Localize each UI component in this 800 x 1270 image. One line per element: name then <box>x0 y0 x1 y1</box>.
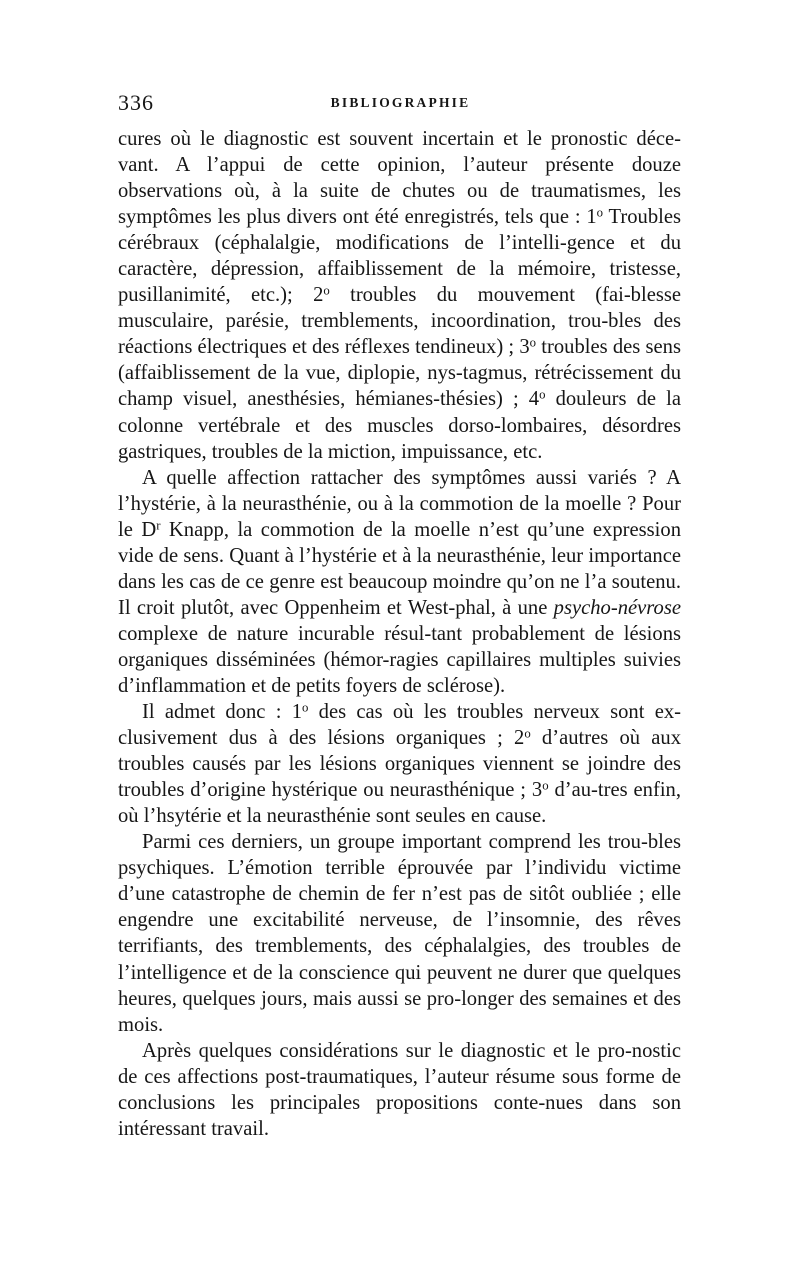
text-segment: Il admet donc : 1 <box>142 701 302 724</box>
ordinal-superscript: o <box>539 388 546 403</box>
text-segment: d’au-tres enfin, où l’hsytérie et la neurasthénie sont seules en cause. <box>118 779 681 828</box>
text-segment: Troubles cérébraux (céphalalgie, modifications de l’intelli-gence et du caractère, dépression, affaiblissement de la mémoire, tristesse, pusillanimité, etc.); 2 <box>118 206 681 307</box>
ordinal-superscript: o <box>596 205 604 220</box>
paragraph-3 <box>118 699 681 829</box>
running-title: BIBLIOGRAPHIE <box>330 95 471 110</box>
ordinal-superscript: o <box>302 700 309 715</box>
paragraph-1 <box>118 126 681 465</box>
text-segment: douleurs de la colonne vertébrale et des muscles dorso-lombaires, désordres gastriques, troubles de la miction, impuissance, etc. <box>118 388 681 463</box>
text-segment: troubles des sens (affaiblissement de la vue, diplopie, nys-tagmus, rétrécissement du champ visuel, anesthésies, hémianes-thésies) ; 4 <box>118 336 681 411</box>
ordinal-superscript: o <box>323 283 330 298</box>
title-superscript: r <box>156 518 161 533</box>
text-segment: complexe de nature incurable résul-tant probablement de lésions organiques disséminées (hémor-ragies capillaires multiples suivies d’inflammation et de petits foyers de sclérose). <box>118 622 681 697</box>
text-segment: d’autres où aux troubles causés par les lésions organiques viennent se joindre des troubles d’origine hystérique ou neurasthénique ; 3 <box>118 727 681 802</box>
ordinal-superscript: o <box>529 336 537 350</box>
text-segment: troubles du mouvement (fai-blesse musculaire, parésie, tremblements, incoordination, trou-bles des réactions électriques et des réflexes tendineux) ; 3 <box>118 284 681 359</box>
ordinal-superscript: o <box>542 778 549 793</box>
text-segment: des cas où les troubles nerveux sont ex-clusivement dus à des lésions organiques ; 2 <box>118 701 681 750</box>
body-text <box>118 126 681 1142</box>
paragraph-5 <box>118 1038 681 1142</box>
italic-term: psycho-névrose <box>553 596 681 619</box>
page-header <box>118 90 683 120</box>
text-segment: Parmi ces derniers, un groupe important comprend les trou-bles psychiques. L’émotion terrible éprouvée par l’individu victime d’une catastrophe de chemin de fer n’est pas de sitôt oubliée ; elle engendre une excitabilité nerveuse, de l’insomnie, des rêves terrifiants, des tremblements, des céphalalgies, des troubles de l’intelligence et de la conscience qui peuvent ne durer que quelques heures, quelques jours, mais aussi se pro-longer des semaines et des mois. <box>118 831 681 1036</box>
text-segment: A quelle affection rattacher des symptômes aussi variés ? A l’hystérie, à la neurasthénie, ou à la commotion de la moelle ? Pour le D <box>118 466 681 541</box>
text-segment: Après quelques considérations sur le diagnostic et le pro-nostic de ces affections post-traumatiques, l’auteur résume sous forme de conclusions les principales propositions conte-nues dans son intéressant travail. <box>118 1039 681 1140</box>
paragraph-2 <box>118 465 681 699</box>
text-segment: cures où le diagnostic est souvent incertain et le pronostic déce-vant. A l’appui de cette opinion, l’auteur présente douze observations où, à la suite de chutes ou de traumatismes, les symptômes les plus divers ont été enregistrés, tels que : 1 <box>118 128 681 229</box>
paragraph-4 <box>118 829 681 1037</box>
page-number: 336 <box>118 90 154 115</box>
ordinal-superscript: o <box>524 726 531 741</box>
text-segment: Knapp, la commotion de la moelle n’est qu’une expression vide de sens. Quant à l’hystérie et à la neurasthénie, leur importance dans les cas de ce genre est beaucoup moindre qu’on ne l’a soutenu. Il croit plutôt, avec Oppenheim et West-phal, à une <box>118 518 681 619</box>
